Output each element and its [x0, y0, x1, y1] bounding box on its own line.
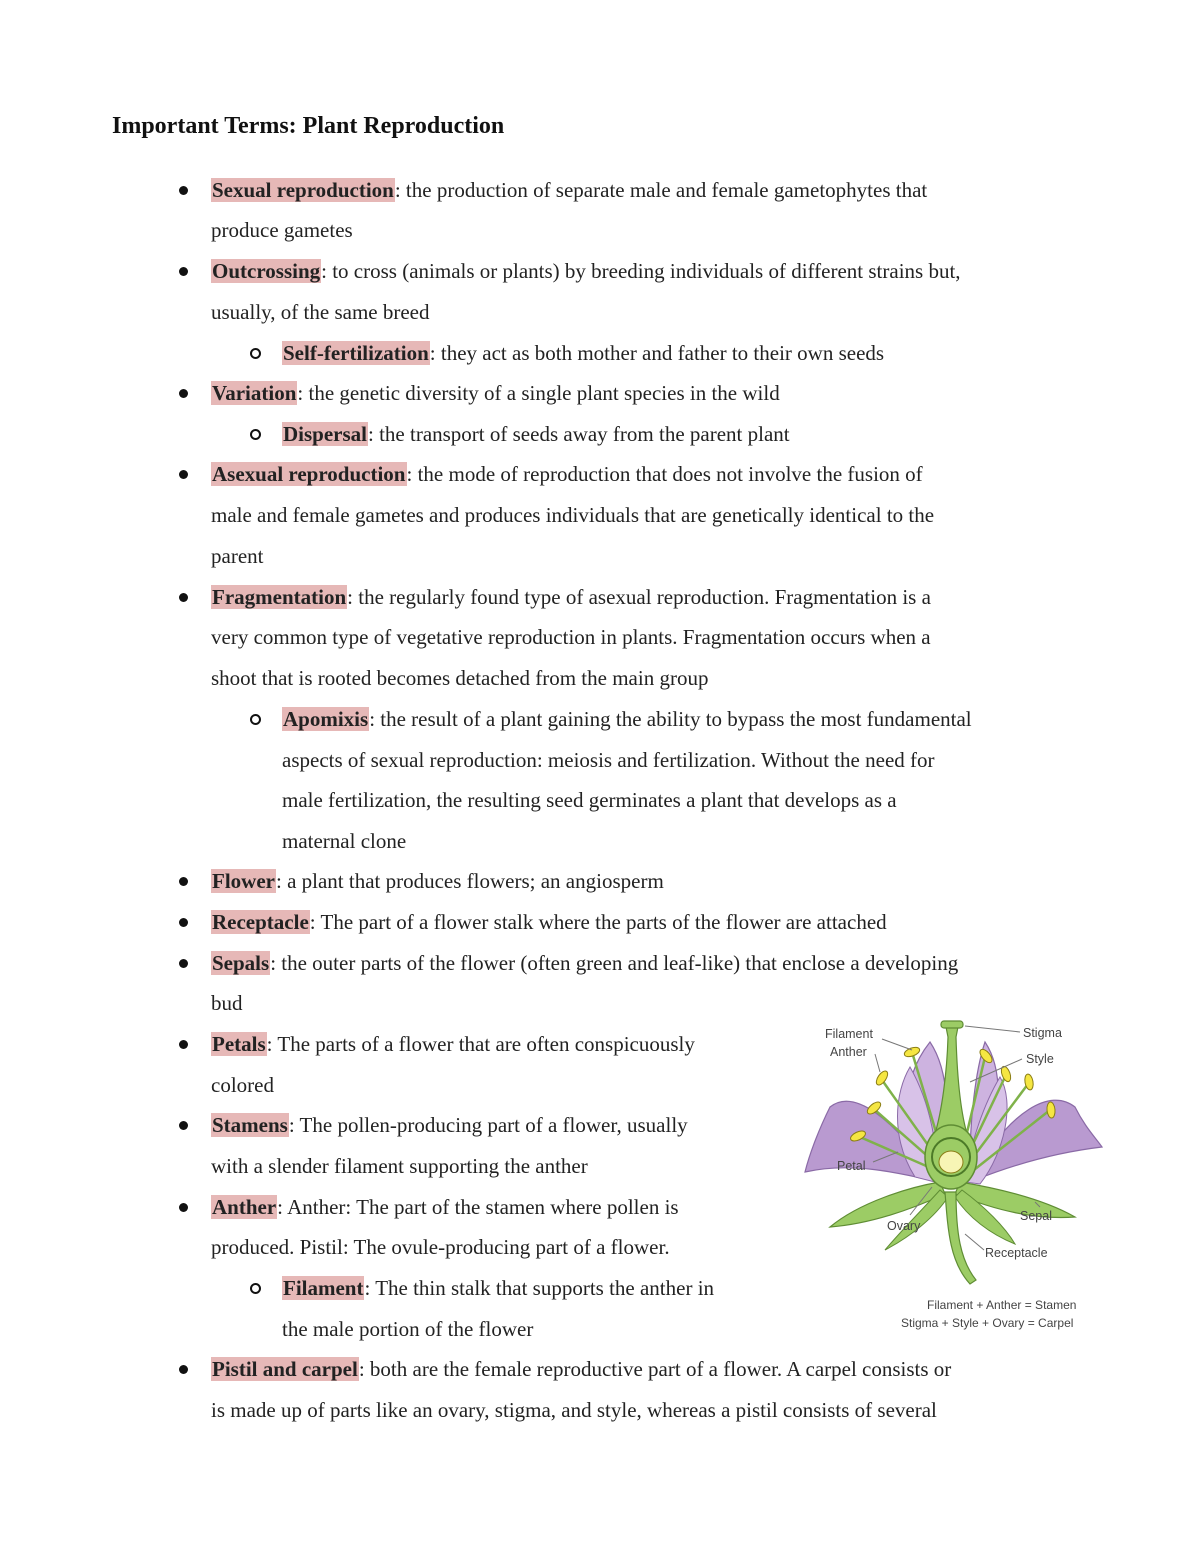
bullet-dot: [179, 1365, 188, 1374]
term: Dispersal: [283, 422, 367, 446]
definition: : The thin stalk that supports the anther in: [364, 1276, 715, 1300]
definition: : The pollen-producing part of a flower, usually: [288, 1113, 688, 1137]
definition: : the result of a plant gaining the ability to bypass the most fundamental: [369, 707, 972, 731]
ovule: [939, 1151, 963, 1173]
sub-list-item: [282, 699, 972, 740]
definition: : a plant that produces flowers; an angiosperm: [275, 869, 664, 893]
term: Receptacle: [212, 910, 309, 934]
definition: : The parts of a flower that are often conspicuously: [266, 1032, 695, 1056]
definition-continuation: male and female gametes and produces individuals that are genetically identical to the: [211, 503, 935, 527]
definition: : The part of a flower stalk where the parts of the flower are attached: [309, 910, 887, 934]
bullet-dot: [179, 470, 188, 479]
definition: : the production of separate male and female gametophytes that: [394, 178, 928, 202]
term: Apomixis: [283, 707, 369, 731]
label-receptacle: Receptacle: [985, 1246, 1048, 1260]
leader-anther: [875, 1054, 880, 1072]
definition: : the genetic diversity of a single plant species in the wild: [297, 381, 780, 405]
bullet-dot: [179, 186, 188, 195]
label-anther: Anther: [830, 1045, 867, 1059]
definition-continuation: maternal clone: [282, 829, 407, 853]
sub-list-item: [282, 414, 790, 455]
definition-continuation: aspects of sexual reproduction: meiosis and fertilization. Without the need for: [282, 748, 935, 772]
definition: : the mode of reproduction that does not involve the fusion of: [406, 462, 923, 486]
term: Outcrossing: [212, 259, 321, 283]
bullet-dot: [179, 593, 188, 602]
term: Sepals: [212, 951, 270, 975]
label-sepal: Sepal: [1020, 1209, 1052, 1223]
label-filament: Filament: [825, 1027, 873, 1041]
term: Asexual reproduction: [212, 462, 406, 486]
label-petal: Petal: [837, 1159, 866, 1173]
definition-continuation: the male portion of the flower: [282, 1317, 534, 1341]
definition-continuation: shoot that is rooted becomes detached from the main group: [211, 666, 709, 690]
term: Petals: [212, 1032, 266, 1056]
definition: : to cross (animals or plants) by breeding individuals of different strains but,: [321, 259, 961, 283]
bullet-dot: [179, 918, 188, 927]
bullet-circle: [250, 429, 261, 440]
bullet-dot: [179, 1121, 188, 1130]
bullet-dot: [179, 1203, 188, 1212]
definition: : the regularly found type of asexual reproduction. Fragmentation is a: [347, 585, 931, 609]
term: Flower: [212, 869, 275, 893]
bullet-circle: [250, 1283, 261, 1294]
definition-continuation: bud: [211, 991, 243, 1015]
term: Anther: [212, 1195, 277, 1219]
label-stigma: Stigma: [1023, 1026, 1062, 1040]
list-item: [211, 1187, 679, 1228]
definition-continuation: parent: [211, 544, 264, 568]
bullet-circle: [250, 714, 261, 725]
list-item: [211, 170, 927, 211]
term: Pistil and carpel: [212, 1357, 358, 1381]
definition-continuation: with a slender filament supporting the anther: [211, 1154, 588, 1178]
list-item: [211, 251, 961, 292]
label-ovary: Ovary: [887, 1219, 921, 1233]
definition: : they act as both mother and father to their own seeds: [429, 341, 885, 365]
definition: : both are the female reproductive part of a flower. A carpel consists or: [358, 1357, 952, 1381]
definition-continuation: very common type of vegetative reproduction in plants. Fragmentation occurs when a: [211, 625, 931, 649]
definition-continuation: usually, of the same breed: [211, 300, 430, 324]
definition-continuation: produced. Pistil: The ovule-producing part of a flower.: [211, 1235, 670, 1259]
definition-continuation: male fertilization, the resulting seed germinates a plant that develops as a: [282, 788, 897, 812]
label-style: Style: [1026, 1052, 1054, 1066]
term: Variation: [212, 381, 297, 405]
flower-diagram: [800, 1012, 1110, 1342]
term: Self-fertilization: [283, 341, 429, 365]
definition-continuation: is made up of parts like an ovary, stigma, and style, whereas a pistil consists of several: [211, 1398, 937, 1422]
bullet-dot: [179, 267, 188, 276]
term: Sexual reproduction: [212, 178, 394, 202]
bullet-dot: [179, 389, 188, 398]
leader-receptacle: [965, 1234, 984, 1250]
bullet-circle: [250, 348, 261, 359]
list-item: [211, 861, 664, 902]
list-item: [211, 454, 923, 495]
leader-stigma: [965, 1026, 1020, 1032]
definition-continuation: colored: [211, 1073, 274, 1097]
term: Stamens: [212, 1113, 288, 1137]
anther-1: [874, 1069, 890, 1087]
list-item: [211, 1024, 695, 1065]
list-item: [211, 902, 887, 943]
bullet-dot: [179, 1040, 188, 1049]
definition-continuation: produce gametes: [211, 218, 353, 242]
definition: : Anther: The part of the stamen where pollen is: [277, 1195, 679, 1219]
bullet-dot: [179, 959, 188, 968]
term: Filament: [283, 1276, 364, 1300]
list-item: [211, 943, 958, 984]
sub-list-item: [282, 1268, 714, 1309]
definition: : the transport of seeds away from the parent plant: [368, 422, 790, 446]
sub-list-item: [282, 333, 884, 374]
caption-stamen: Filament + Anther = Stamen: [927, 1298, 1077, 1312]
stigma: [941, 1021, 963, 1028]
page-title: Important Terms: Plant Reproduction: [112, 113, 505, 139]
bullet-dot: [179, 877, 188, 886]
term: Fragmentation: [212, 585, 347, 609]
list-item: [211, 577, 931, 618]
list-item: [211, 373, 780, 414]
leader-filament: [882, 1039, 912, 1050]
list-item: [211, 1105, 688, 1146]
caption-carpel: Stigma + Style + Ovary = Carpel: [901, 1316, 1074, 1330]
list-item: [211, 1349, 951, 1390]
definition: : the outer parts of the flower (often green and leaf-like) that enclose a developing: [270, 951, 959, 975]
